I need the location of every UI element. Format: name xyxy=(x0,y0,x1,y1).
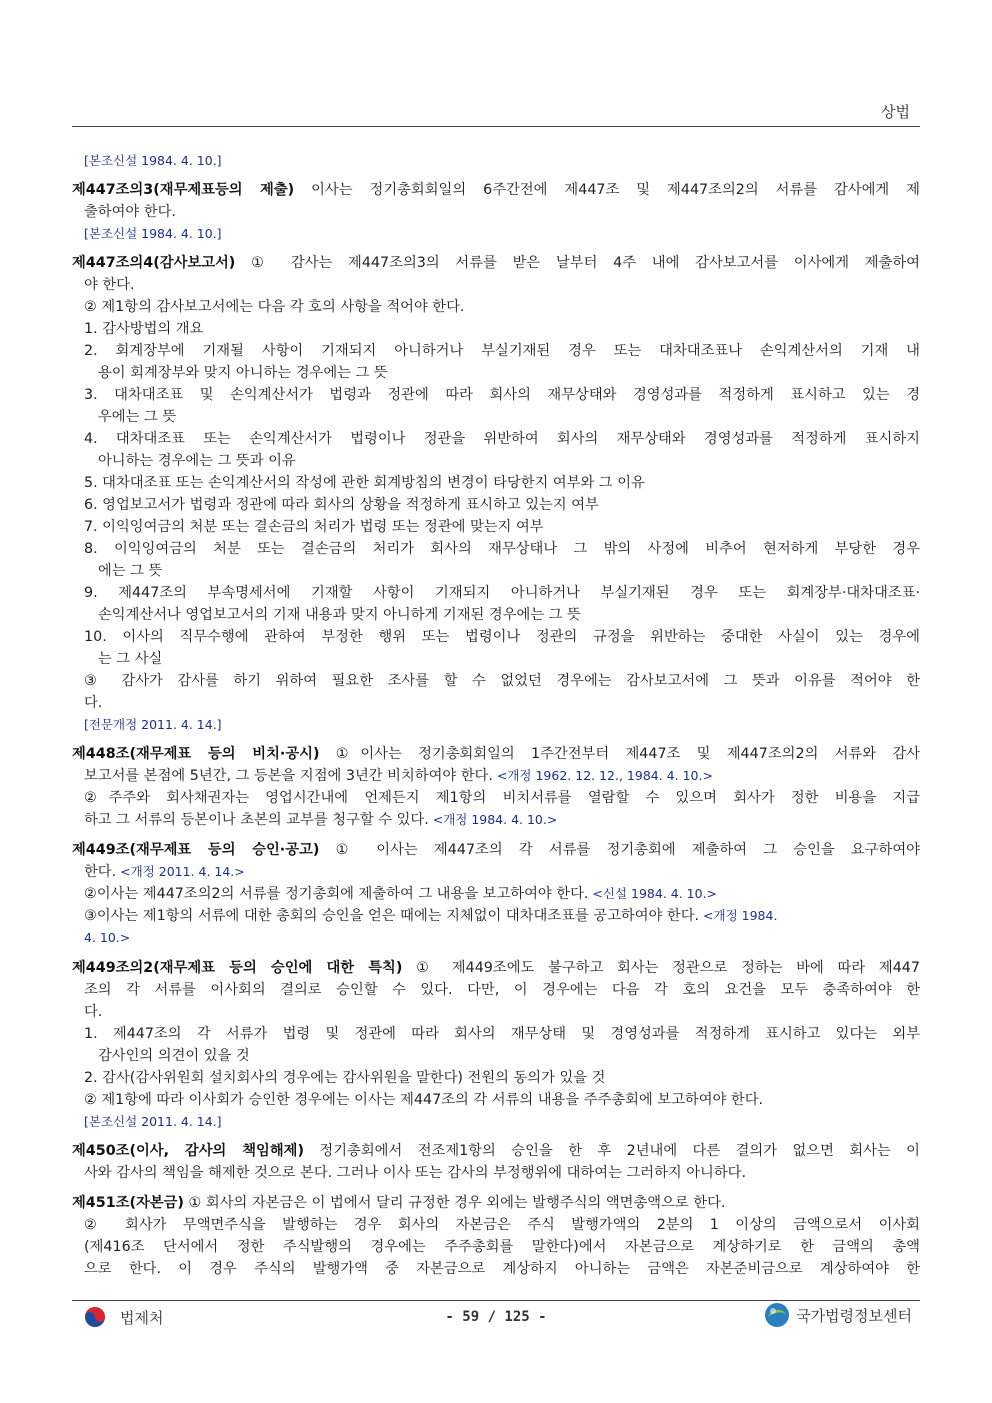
article-title: 제449조(재무제표 등의 승인·공고) xyxy=(72,842,320,858)
article-text-line xyxy=(72,648,920,670)
article xyxy=(72,150,920,171)
article xyxy=(72,839,920,949)
article-text-line xyxy=(72,362,920,384)
article-heading-line xyxy=(72,839,920,861)
article-text: 사와 감사의 책임을 해제한 것으로 본다. 그러나 이사 또는 감사의 부정행위에 대하여는 그러하지 아니하다. xyxy=(84,1165,747,1181)
article-text-line xyxy=(72,1023,920,1045)
amendment-tag: <개정 1962. 12. 12., 1984. 4. 10.> xyxy=(492,768,713,783)
article-text: 7. 이익잉여금의 처분 또는 결손금의 처리가 법령 또는 정관에 맞는지 여부 xyxy=(84,519,544,535)
footer-divider xyxy=(72,1300,920,1301)
article-text-line xyxy=(72,538,920,560)
article-text: 2. 감사(감사위원회 설치회사의 경우에는 감사위원을 말한다) 전원의 동의가 있을 것 xyxy=(84,1070,606,1086)
article-text: 출하여야 한다. xyxy=(84,204,176,220)
article-text-line xyxy=(72,626,920,648)
article-text: ① 제449조에도 불구하고 회사는 정관으로 정하는 바에 따라 제447 xyxy=(402,960,920,976)
article-text-line xyxy=(72,1162,920,1184)
article-title: 제450조(이사, 감사의 책임해제) xyxy=(72,1143,304,1159)
article-text: 다. xyxy=(84,695,103,711)
article-title: 제449조의2(재무제표 등의 승인에 대한 특칙) xyxy=(72,960,403,976)
footer-right xyxy=(764,1302,912,1328)
amendment-tag: <개정 1984. 4. 10.> xyxy=(428,812,558,827)
amendment-tag: <개정 1984. xyxy=(699,908,778,923)
article-text: 5. 대차대조표 또는 손익계산서의 작성에 관한 회계방침의 변경이 타당한지 여부와 그 이유 xyxy=(84,475,645,491)
article-text: 8. 이익잉여금의 처분 또는 결손금의 처리가 회사의 재무상태나 그 밖의 사정에 비추어 현저하게 부당한 경우 xyxy=(84,541,920,557)
article-text-line xyxy=(72,883,920,905)
article-text-line xyxy=(72,560,920,582)
article-title: 제447조의4(감사보고서) xyxy=(72,255,236,271)
article-text: 조의 각 서류를 이사회의 결의로 승인할 수 있다. 다만, 이 경우에는 다음 각 호의 요건을 모두 충족하여야 한 xyxy=(84,982,920,998)
article-text-line xyxy=(72,927,920,949)
article-text-line xyxy=(72,809,920,831)
article-text-line xyxy=(72,384,920,406)
revision-note: [전문개정 2011. 4. 14.] xyxy=(84,717,222,732)
article-text: 1. 제447조의 각 서류가 법령 및 정관에 따라 회사의 재무상태 및 경영성과를 적정하게 표시하고 있다는 외부 xyxy=(84,1026,920,1042)
article-text-line xyxy=(72,1089,920,1111)
article-text-line xyxy=(72,1045,920,1067)
article xyxy=(72,1192,920,1280)
article-text-line xyxy=(72,861,920,883)
revision-note: [본조신설 2011. 4. 14.] xyxy=(84,1114,222,1129)
article-text: 2. 회계장부에 기재될 사항이 기재되지 아니하거나 부실기재된 경우 또는 대차대조표나 손익계산서의 기재 내 xyxy=(84,343,920,359)
article-text-line xyxy=(72,428,920,450)
article-heading-line xyxy=(72,743,920,765)
amendment-tag: 4. 10.> xyxy=(84,930,131,945)
article-text-line xyxy=(72,406,920,428)
article-text: ① 회사의 자본금은 이 법에서 달리 규정한 경우 외에는 발행주식의 액면총액으로 한다. xyxy=(183,1195,726,1211)
article-text: ③ 감사가 감사를 하기 위하여 필요한 조사를 할 수 없었던 경우에는 감사보고서에 그 뜻과 이유를 적어야 한 xyxy=(84,673,920,689)
article-text: 하고 그 서류의 등본이나 초본의 교부를 청구할 수 있다. xyxy=(84,812,429,828)
article-text: 야 한다. xyxy=(84,277,135,293)
article-text-line xyxy=(72,1067,920,1089)
article-text: 보고서를 본점에 5년간, 그 등본을 지점에 3년간 비치하여야 한다. xyxy=(84,768,493,784)
article-text: 는 그 사실 xyxy=(98,651,163,667)
article-text: 한다. xyxy=(84,864,117,880)
article-text: ② 회사가 무액면주식을 발행하는 경우 회사의 자본금은 주식 발행가액의 2분의 1 이상의 금액으로서 이사회 xyxy=(84,1217,920,1233)
article-text: 10. 이사의 직무수행에 관하여 부정한 행위 또는 법령이나 정관의 규정을 위반하는 중대한 사실이 있는 경우에 xyxy=(84,629,920,645)
article-text: ②이사는 제447조의2의 서류를 정기총회에 제출하여 그 내용을 보고하여야 한다. xyxy=(84,886,589,902)
footer-org-name: 법제처 xyxy=(120,1308,164,1327)
article-text: ①이사는 정기총회회일의 1주간전부터 제447조 및 제447조의2의 서류와 감사 xyxy=(319,746,920,762)
article-text-line xyxy=(72,692,920,714)
article-text: 아니하는 경우에는 그 뜻과 이유 xyxy=(98,453,296,469)
article-text-line xyxy=(72,274,920,296)
article-text-line xyxy=(72,905,920,927)
article-text: 손익계산서나 영업보고서의 기재 내용과 맞지 아니하게 기재된 경우에는 그 뜻 xyxy=(98,607,581,623)
article-heading-line xyxy=(72,1140,920,1162)
article-text: 이사는 정기총회회일의 6주간전에 제447조 및 제447조의2의 서류를 감사에게 제 xyxy=(294,182,920,198)
page-header-title: 상법 xyxy=(881,103,910,121)
article-text: 감사인의 의견이 있을 것 xyxy=(98,1048,250,1064)
article-text-line xyxy=(72,1001,920,1023)
article-text: ② 제1항에 따라 이사회가 승인한 경우에는 이사는 제447조의 각 서류의 내용을 주주총회에 보고하여야 한다. xyxy=(84,1092,764,1108)
article-text: 에는 그 뜻 xyxy=(98,563,163,579)
article-text: ② 제1항의 감사보고서에는 다음 각 호의 사항을 적어야 한다. xyxy=(84,299,465,315)
revision-note: [본조신설 1984. 4. 10.] xyxy=(84,153,222,168)
article-text-line xyxy=(72,450,920,472)
article-text: ②주주와 회사채권자는 영업시간내에 언제든지 제1항의 비치서류를 열람할 수 있으며 회사가 정한 비용을 지급 xyxy=(84,790,920,806)
law-text-body xyxy=(72,150,920,1280)
article-text-line xyxy=(72,494,920,516)
article-title: 제448조(재무제표 등의 비치·공시) xyxy=(72,746,320,762)
article-text-line xyxy=(72,296,920,318)
article-text-line xyxy=(72,1214,920,1236)
article-text-line xyxy=(72,1236,920,1258)
footer-center-name: 국가법령정보센터 xyxy=(796,1306,912,1325)
article-text-line xyxy=(72,1258,920,1280)
article-text: 1. 감사방법의 개요 xyxy=(84,321,204,337)
article-text-line xyxy=(72,582,920,604)
article xyxy=(72,252,920,735)
amendment-tag: <신설 1984. 4. 10.> xyxy=(588,886,718,901)
revision-note: [본조신설 1984. 4. 10.] xyxy=(84,226,222,241)
article-title: 제447조의3(재무제표등의 제출) xyxy=(72,182,295,198)
law-info-center-globe-icon xyxy=(764,1302,790,1328)
article xyxy=(72,1140,920,1184)
article-heading-line xyxy=(72,957,920,979)
article-text: 정기총회에서 전조제1항의 승인을 한 후 2년내에 다른 결의가 없으면 회사는 이 xyxy=(303,1143,920,1159)
article-text-line xyxy=(72,787,920,809)
article-text: ① 감사는 제447조의3의 서류를 받은 날부터 4주 내에 감사보고서를 이사에게 제출하여 xyxy=(235,255,920,271)
article-title: 제451조(자본금) xyxy=(72,1195,184,1211)
article-text-line xyxy=(72,670,920,692)
article-heading-line xyxy=(72,252,920,274)
article-text-line xyxy=(72,979,920,1001)
article-text: 우에는 그 뜻 xyxy=(98,409,177,425)
article-text-line xyxy=(72,318,920,340)
article-text: 용이 회계장부와 맞지 아니하는 경우에는 그 뜻 xyxy=(98,365,388,381)
article-heading-line xyxy=(72,179,920,201)
article-text: 다. xyxy=(84,1004,103,1020)
article-text-line xyxy=(72,472,920,494)
article-text: 4. 대차대조표 또는 손익계산서가 법령이나 정관을 위반하여 회사의 재무상태와 경영성과를 적정하게 표시하지 xyxy=(84,431,920,447)
article-text-line xyxy=(72,516,920,538)
article xyxy=(72,957,920,1132)
page-footer xyxy=(72,1306,920,1330)
article-text: 으로 한다. 이 경우 주식의 발행가액 중 자본금으로 계상하지 아니하는 금액은 자본준비금으로 계상하여야 한 xyxy=(84,1261,920,1277)
article-text: (제416조 단서에서 정한 주식발행의 경우에는 주주총회를 말한다)에서 자본금으로 계상하기로 한 금액의 총액 xyxy=(84,1239,920,1255)
article-text-line xyxy=(72,201,920,223)
article xyxy=(72,743,920,831)
page-number: - 59 / 125 - xyxy=(445,1309,547,1325)
article xyxy=(72,179,920,244)
article-heading-line xyxy=(72,1192,920,1214)
article-text-line xyxy=(72,604,920,626)
article-text-line xyxy=(72,765,920,787)
article-text: 6. 영업보고서가 법령과 정관에 따라 회사의 상황을 적정하게 표시하고 있는지 여부 xyxy=(84,497,599,513)
amendment-tag: <개정 2011. 4. 14.> xyxy=(116,864,245,879)
article-text-line xyxy=(72,340,920,362)
article-text: ① 이사는 제447조의 각 서류를 정기총회에 제출하여 그 승인을 요구하여야 xyxy=(319,842,920,858)
header-divider xyxy=(72,126,920,127)
article-text: 9. 제447조의 부속명세서에 기재할 사항이 기재되지 아니하거나 부실기재된 경우 또는 회계장부·대차대조표· xyxy=(84,585,920,601)
article-text: ③이사는 제1항의 서류에 대한 총회의 승인을 얻은 때에는 지체없이 대차대조표를 공고하여야 한다. xyxy=(84,908,700,924)
article-text: 3. 대차대조표 및 손익계산서가 법령과 정관에 따라 회사의 재무상태와 경영성과를 적정하게 표시하고 있는 경 xyxy=(84,387,920,403)
